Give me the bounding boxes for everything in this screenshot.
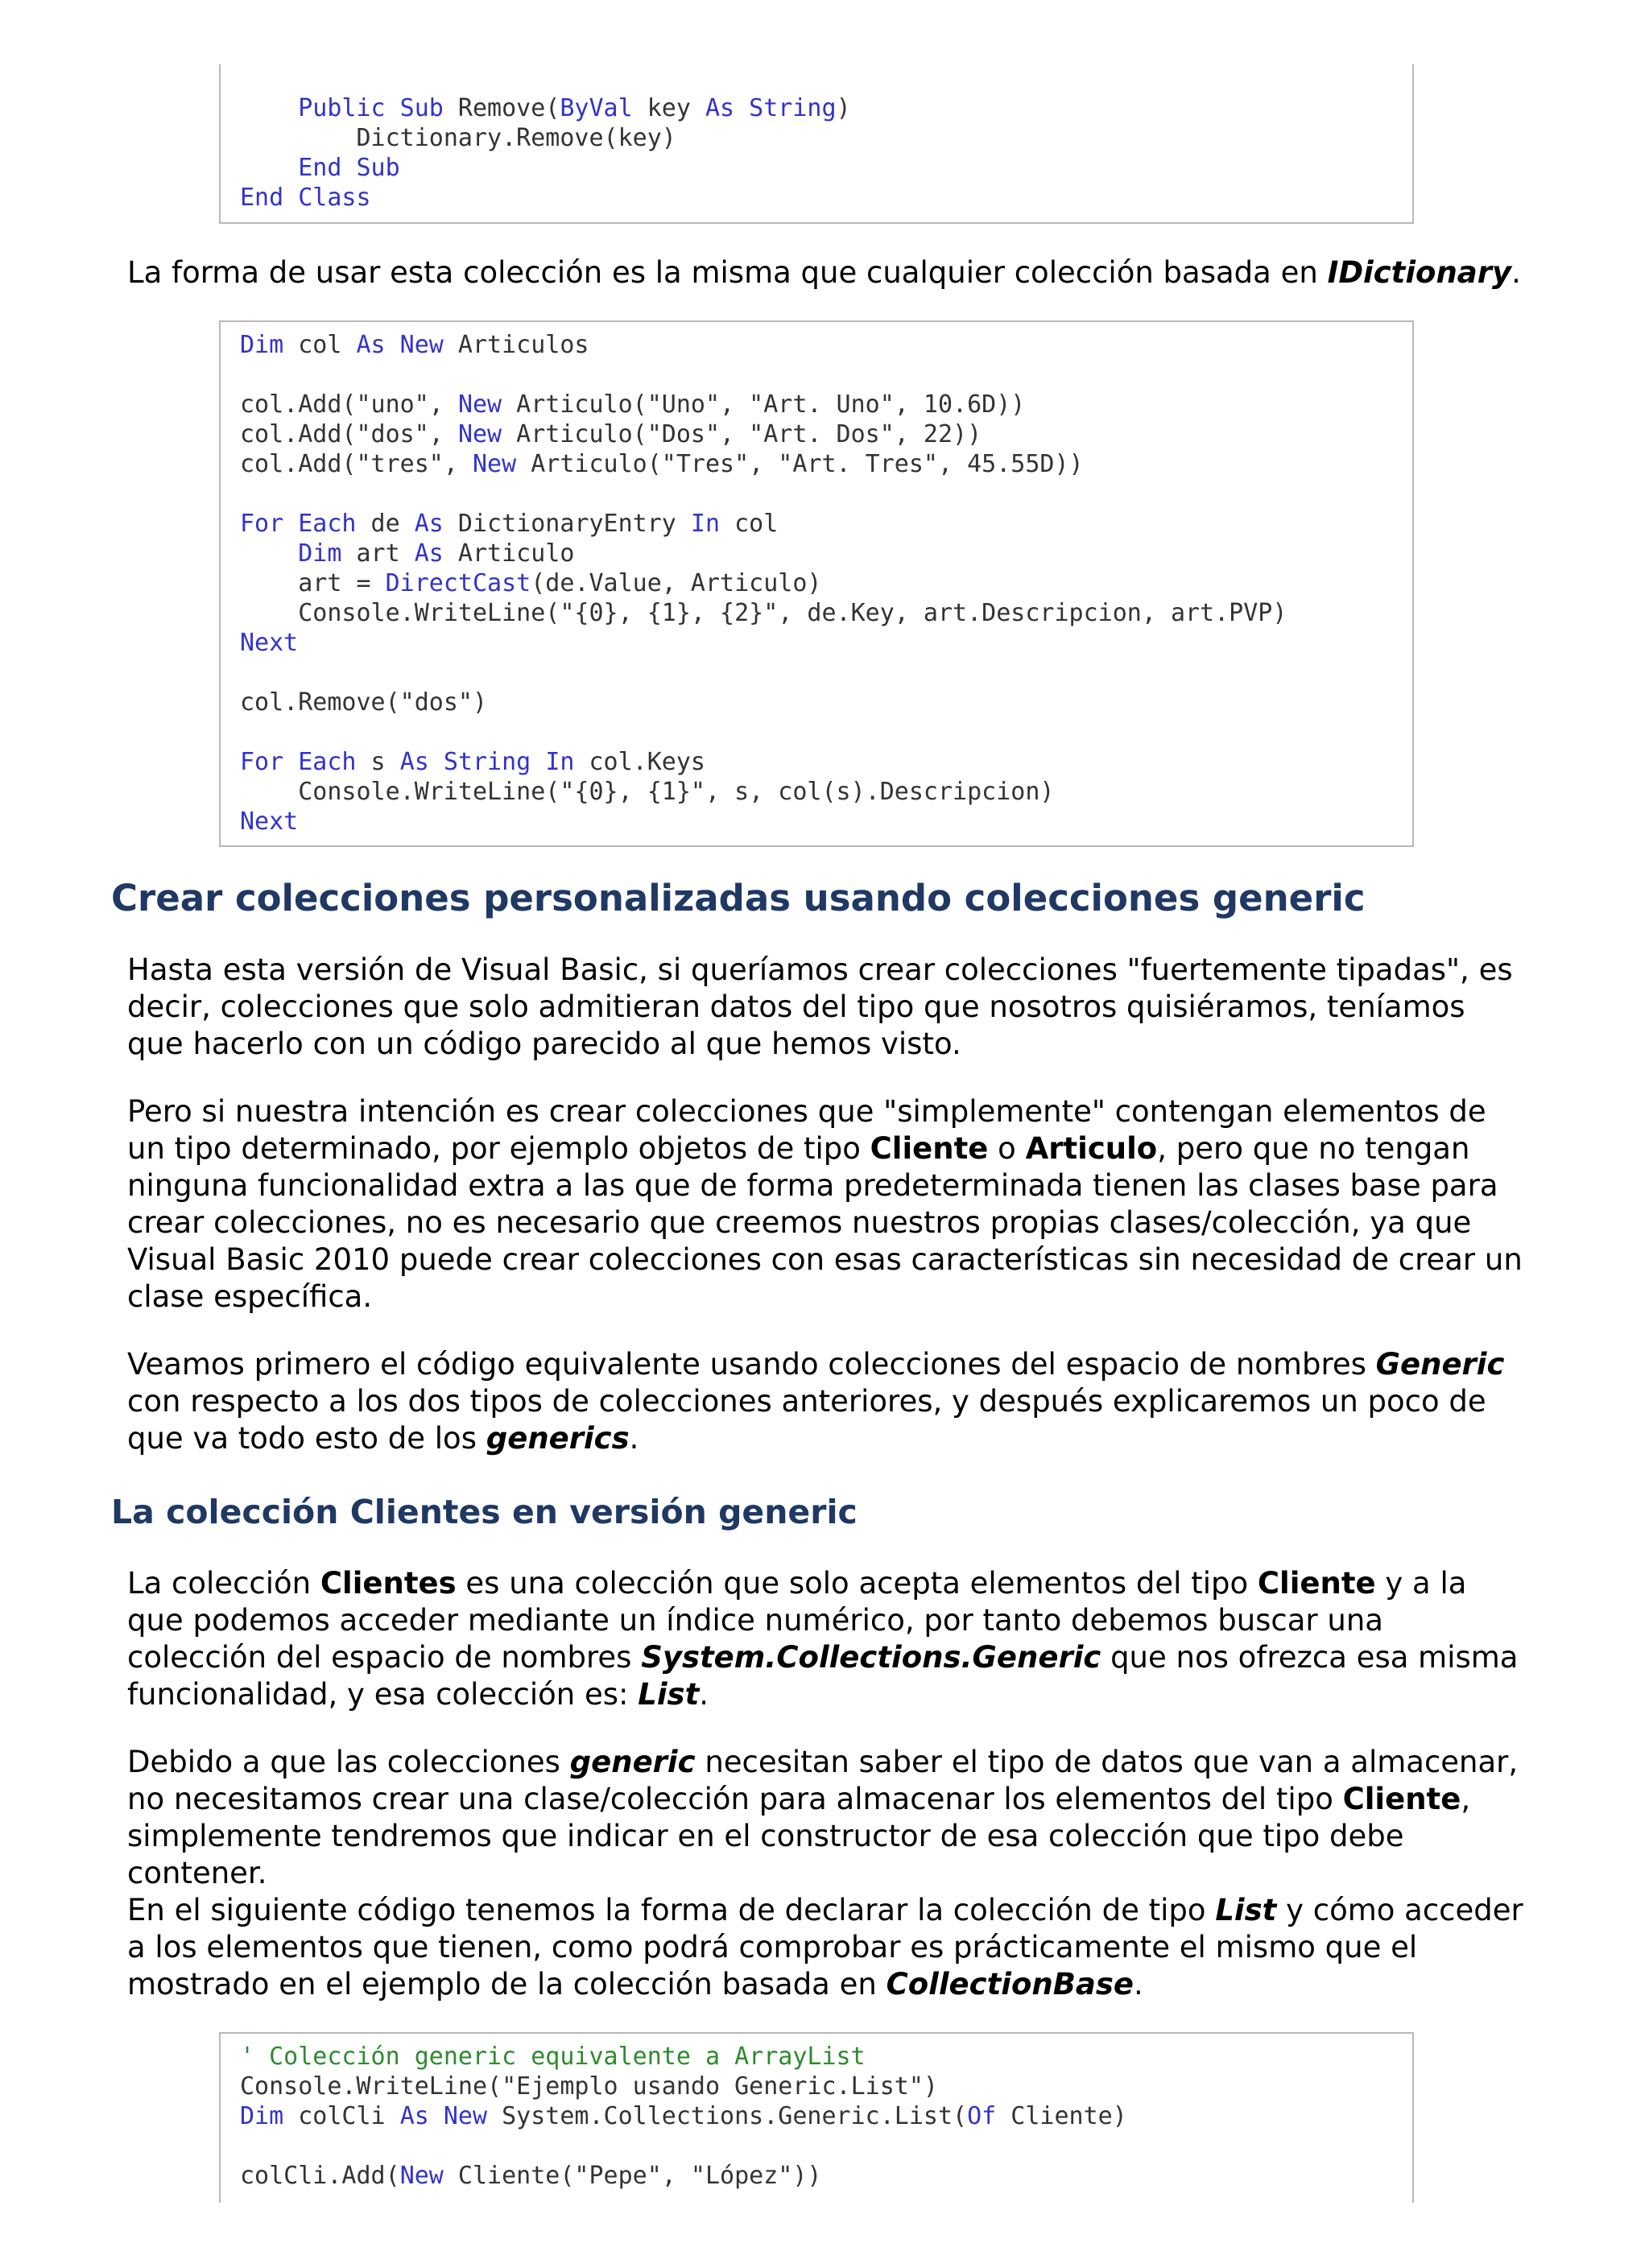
code-keyword: End Class	[240, 184, 371, 212]
emphasis-term: CollectionBase	[886, 1967, 1134, 2002]
code-text: Articulos	[443, 331, 589, 359]
code-text: Cliente("Pepe", "López"))	[443, 2162, 822, 2190]
code-keyword: As New	[356, 331, 444, 359]
code-listing	[221, 93, 1412, 213]
code-line	[240, 2072, 1412, 2101]
code-line	[240, 390, 1412, 419]
code-text: Console.WriteLine("{0}, {1}, {2}", de.Key, art.Descripcion, art.PVP)	[240, 599, 1287, 627]
code-text: System.Collections.Generic.List(	[487, 2102, 968, 2130]
code-keyword: For Each	[240, 748, 357, 776]
text-run: , pero que no tengan ninguna funcionalidad extra a las que de forma predeterminada tienen las clases base para crear colecciones, no es necesario que creemos nuestros propias clases/colección, ya que Visual Basic 2010 puede crear colecciones con esas características sin necesidad de crear un clase específica.	[127, 1131, 1523, 1314]
paragraph-generic-1	[127, 952, 1528, 1063]
code-text: Remove(	[443, 94, 560, 122]
emphasis-term: List	[638, 1677, 700, 1712]
text-run: necesitan saber el tipo de datos que van a almacenar, no necesitamos crear una clase/colección para almacenar los elementos del tipo	[127, 1745, 1519, 1816]
text-run: Hasta esta versión de Visual Basic, si queríamos crear colecciones "fuertemente tipadas", es decir, colecciones que solo admitieran datos del tipo que nosotros quisiéramos, teníamos que hacerlo con un código parecido al que hemos visto.	[127, 952, 1513, 1061]
code-keyword: Of	[967, 2102, 997, 2130]
code-text: colCli.Add(	[240, 2162, 400, 2190]
code-text: Articulo("Uno", "Art. Uno", 10.6D))	[502, 390, 1026, 419]
code-text: col.Add("uno",	[240, 390, 458, 419]
code-text: )	[836, 94, 851, 122]
code-line	[240, 183, 1412, 213]
code-line	[240, 2042, 1412, 2072]
code-line	[240, 93, 1412, 123]
code-text: s	[356, 748, 400, 776]
text-run: Pero si nuestra intención es crear colecciones que "simplemente" contengan elementos de un tipo determinado, por ejemplo objetos de tipo	[127, 1094, 1486, 1166]
code-text: Articulo("Tres", "Art. Tres", 45.55D))	[516, 450, 1084, 478]
code-text: col.Remove("dos")	[240, 688, 488, 717]
emphasis-term: Articulo	[1025, 1131, 1158, 1166]
text-run: y a la que podemos acceder mediante un índice numérico, por tanto debemos buscar una colección del espacio de nombres	[127, 1566, 1467, 1675]
paragraph-generic-2	[127, 1093, 1528, 1316]
code-keyword: In	[690, 510, 721, 538]
code-text	[240, 94, 298, 122]
code-line	[240, 688, 1412, 717]
code-block-articulos	[219, 320, 1414, 847]
code-line	[240, 153, 1412, 183]
code-text: Cliente)	[996, 2102, 1127, 2130]
text-run: Debido a que las colecciones	[127, 1745, 570, 1779]
code-comment: ' Colección generic equivalente a ArrayList	[240, 2043, 866, 2071]
code-keyword: ByVal	[560, 94, 633, 122]
emphasis-term: Cliente	[870, 1131, 989, 1166]
code-text	[240, 154, 298, 182]
code-text: DictionaryEntry	[443, 510, 691, 538]
text-run: La colección	[127, 1566, 320, 1601]
code-keyword: New	[457, 390, 502, 419]
paragraph-clientes-1	[127, 1565, 1528, 1713]
code-line	[240, 449, 1412, 479]
code-block-remove	[219, 64, 1414, 224]
emphasis-term: Generic	[1375, 1347, 1505, 1382]
code-keyword: Public Sub	[298, 94, 444, 122]
code-text: Dictionary.Remove(key)	[240, 124, 676, 152]
code-line	[240, 747, 1412, 777]
text-run: que nos ofrezca esa misma funcionalidad, y esa colección es:	[127, 1640, 1519, 1712]
code-keyword: In	[545, 748, 575, 776]
code-keyword: New	[399, 2162, 444, 2190]
code-line	[240, 2101, 1412, 2131]
text-run: .	[699, 1677, 709, 1712]
code-line	[240, 777, 1412, 807]
subsection-heading: La colección Clientes en versión generic	[111, 1493, 858, 1531]
code-line	[240, 598, 1412, 628]
text-run: , simplemente tendremos que indicar en el constructor de esa colección que tipo debe contener.	[127, 1782, 1471, 1890]
text-run: o	[988, 1131, 1026, 1166]
text-run: En el siguiente código tenemos la forma de declarar la colección de tipo	[127, 1893, 1216, 1927]
emphasis-term: Cliente	[1257, 1566, 1376, 1601]
code-line	[240, 2161, 1412, 2191]
code-keyword: For Each	[240, 510, 357, 538]
code-line	[240, 717, 1412, 747]
code-keyword: As	[414, 539, 444, 568]
intro-text: La forma de usar esta colección es la misma que cualquier colección basada en	[127, 255, 1328, 290]
code-keyword: As New	[399, 2102, 488, 2130]
code-line	[240, 628, 1412, 658]
section-heading: Crear colecciones personalizadas usando colecciones generic	[111, 877, 1366, 919]
code-keyword: As String	[705, 94, 837, 122]
emphasis-term: System.Collections.Generic	[641, 1640, 1101, 1675]
code-text: col.Add("dos",	[240, 420, 458, 448]
emphasis-term: List	[1215, 1893, 1277, 1927]
code-text: Console.WriteLine("Ejemplo usando Generic.List")	[240, 2072, 938, 2101]
code-text	[531, 748, 545, 776]
code-text: Console.WriteLine("{0}, {1}", s, col(s).Descripcion)	[240, 778, 1055, 806]
code-keyword: DirectCast	[385, 569, 531, 597]
intro-term: IDictionary	[1327, 255, 1512, 290]
code-line	[240, 330, 1412, 360]
code-block-generic-list	[219, 2032, 1414, 2203]
code-line	[240, 658, 1412, 688]
code-text: (de.Value, Articulo)	[531, 569, 822, 597]
code-keyword: End Sub	[298, 154, 400, 182]
text-run: .	[629, 1421, 639, 1456]
code-listing	[221, 330, 1412, 837]
code-line	[240, 539, 1412, 568]
paragraph-clientes-2	[127, 1744, 1528, 2003]
code-line	[240, 123, 1412, 153]
code-keyword: As	[414, 510, 444, 538]
emphasis-term: Clientes	[320, 1566, 457, 1601]
code-text: key	[632, 94, 705, 122]
code-keyword: Dim	[298, 539, 342, 568]
code-text: col	[283, 331, 357, 359]
code-line	[240, 360, 1412, 390]
code-line	[240, 479, 1412, 509]
code-keyword: As String	[399, 748, 531, 776]
intro-end: .	[1511, 255, 1521, 290]
code-text: art	[341, 539, 415, 568]
code-text: Articulo("Dos", "Art. Dos", 22))	[502, 420, 982, 448]
code-text	[240, 539, 298, 568]
paragraph-intro	[127, 254, 1528, 291]
emphasis-term: generics	[486, 1421, 630, 1456]
code-line	[240, 807, 1412, 837]
code-line	[240, 419, 1412, 449]
text-run: y cómo acceder a los elementos que tienen, como podrá comprobar es prácticamente el mismo que el mostrado en el ejemplo de la colección basada en	[127, 1893, 1523, 2002]
code-text: col.Keys	[574, 748, 705, 776]
code-text: de	[356, 510, 415, 538]
code-keyword: Dim	[240, 331, 284, 359]
code-text: col.Add("tres",	[240, 450, 473, 478]
code-line	[240, 2131, 1412, 2161]
code-keyword: Next	[240, 629, 299, 657]
code-listing	[221, 2042, 1412, 2191]
code-text: colCli	[283, 2102, 400, 2130]
text-run: .	[1134, 1967, 1143, 2002]
code-keyword: Dim	[240, 2102, 284, 2130]
text-run: es una colección que solo acepta elementos del tipo	[456, 1566, 1258, 1601]
code-keyword: Next	[240, 808, 299, 836]
paragraph-generic-3	[127, 1346, 1528, 1457]
emphasis-term: Cliente	[1342, 1782, 1461, 1816]
code-text: col	[720, 510, 779, 538]
code-text: art =	[240, 569, 386, 597]
code-keyword: New	[472, 450, 517, 478]
code-line	[240, 568, 1412, 598]
text-run: con respecto a los dos tipos de colecciones anteriores, y después explicaremos un poco de que va todo esto de los	[127, 1384, 1486, 1456]
code-line	[240, 509, 1412, 539]
text-run: Veamos primero el código equivalente usando colecciones del espacio de nombres	[127, 1347, 1376, 1382]
code-keyword: New	[457, 420, 502, 448]
emphasis-term: generic	[569, 1745, 696, 1779]
code-text: Articulo	[443, 539, 575, 568]
